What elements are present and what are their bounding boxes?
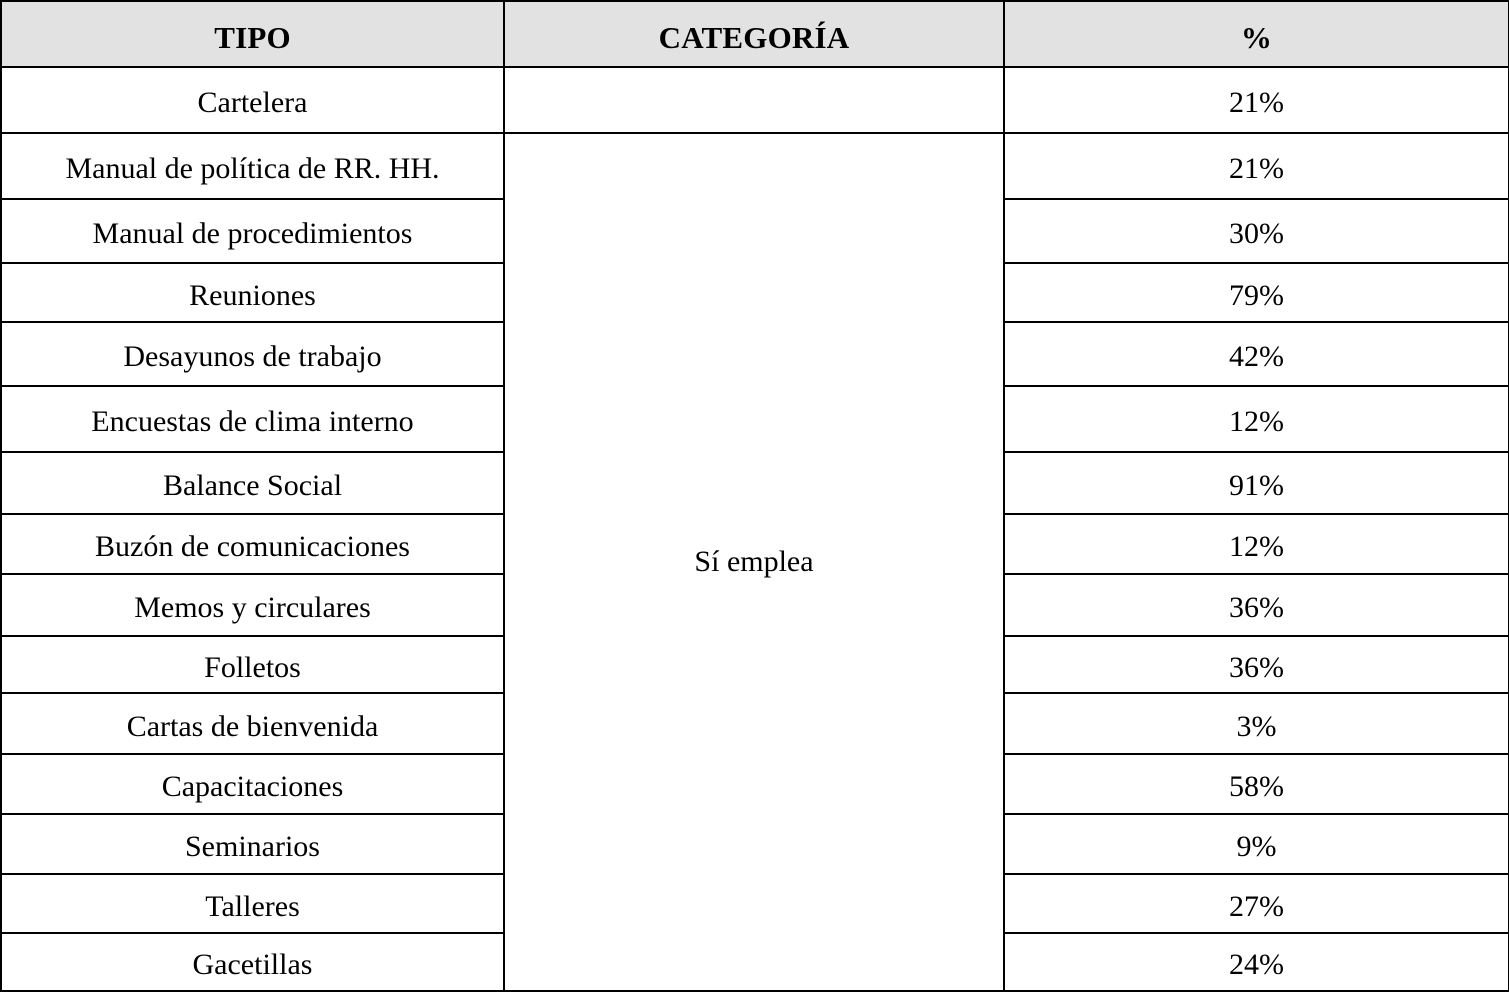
cell-porcentaje: 42% [1004, 322, 1509, 386]
cell-tipo: Buzón de comunicaciones [1, 514, 504, 574]
cell-porcentaje: 79% [1004, 263, 1509, 322]
header-categoria: CATEGORÍA [504, 1, 1004, 67]
cell-tipo: Desayunos de trabajo [1, 322, 504, 386]
cell-porcentaje: 36% [1004, 574, 1509, 636]
cell-porcentaje: 36% [1004, 636, 1509, 693]
cell-tipo: Manual de política de RR. HH. [1, 133, 504, 199]
cell-tipo: Talleres [1, 874, 504, 933]
cell-tipo: Capacitaciones [1, 754, 504, 814]
cell-porcentaje: 30% [1004, 199, 1509, 263]
cell-tipo: Manual de procedimientos [1, 199, 504, 263]
cell-tipo: Cartelera [1, 67, 504, 133]
cell-porcentaje: 91% [1004, 452, 1509, 514]
header-row [1, 1, 1509, 67]
cell-porcentaje: 58% [1004, 754, 1509, 814]
cell-porcentaje: 12% [1004, 514, 1509, 574]
header-porcentaje: % [1004, 1, 1509, 67]
table-row [1, 133, 1509, 199]
cell-porcentaje: 3% [1004, 693, 1509, 754]
cell-porcentaje: 24% [1004, 933, 1509, 991]
cell-tipo: Gacetillas [1, 933, 504, 991]
cell-categoria [504, 67, 1004, 133]
cell-porcentaje: 9% [1004, 814, 1509, 874]
cell-porcentaje: 12% [1004, 386, 1509, 452]
cell-porcentaje: 27% [1004, 874, 1509, 933]
table-row [1, 67, 1509, 133]
cell-tipo: Balance Social [1, 452, 504, 514]
cell-tipo: Memos y circulares [1, 574, 504, 636]
cell-tipo: Cartas de bienvenida [1, 693, 504, 754]
cell-porcentaje: 21% [1004, 67, 1509, 133]
cell-tipo: Seminarios [1, 814, 504, 874]
cell-tipo: Encuestas de clima interno [1, 386, 504, 452]
cell-porcentaje: 21% [1004, 133, 1509, 199]
cell-tipo: Folletos [1, 636, 504, 693]
header-tipo: TIPO [1, 1, 504, 67]
cell-tipo: Reuniones [1, 263, 504, 322]
cell-categoria-merged: Sí emplea [504, 133, 1004, 991]
